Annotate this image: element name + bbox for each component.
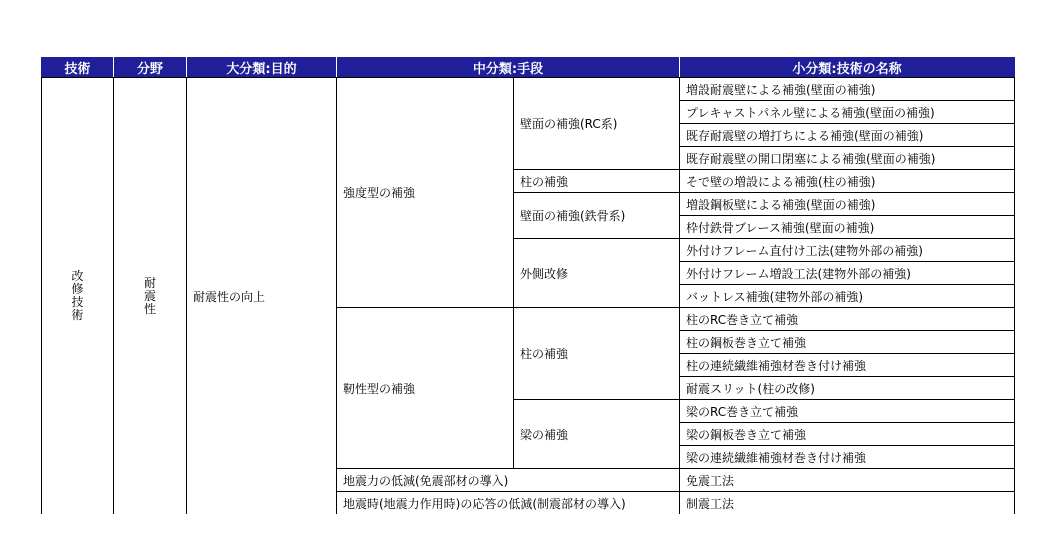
name-cell: 既存耐震壁の増打ちによる補強(壁面の補強) <box>680 124 1015 147</box>
name-cell: 制震工法 <box>680 492 1015 515</box>
name-cell: 枠付鉄骨ブレース補強(壁面の補強) <box>680 216 1015 239</box>
subgroup-column-2: 柱の補強 <box>514 308 680 400</box>
group-ductility: 靭性型の補強 <box>337 308 514 469</box>
group-seismic-reduction: 地震力の低減(免震部材の導入) <box>337 469 680 492</box>
field-text: 耐震性 <box>144 275 157 316</box>
field-cell <box>114 78 187 515</box>
header-major-category: 大分類:目的 <box>187 58 337 78</box>
name-cell: 外付けフレーム増設工法(建物外部の補強) <box>680 262 1015 285</box>
subgroup-wall-steel: 壁面の補強(鉄骨系) <box>514 193 680 239</box>
name-cell: 耐震スリット(柱の改修) <box>680 377 1015 400</box>
subgroup-beam: 梁の補強 <box>514 400 680 469</box>
name-cell: 増設鋼板壁による補強(壁面の補強) <box>680 193 1015 216</box>
name-cell: 梁のRC巻き立て補強 <box>680 400 1015 423</box>
name-cell: 増設耐震壁による補強(壁面の補強) <box>680 78 1015 101</box>
name-cell: 柱のRC巻き立て補強 <box>680 308 1015 331</box>
group-strength: 強度型の補強 <box>337 78 514 308</box>
technique-cell <box>42 78 114 515</box>
subgroup-exterior: 外側改修 <box>514 239 680 308</box>
header-field: 分野 <box>114 58 187 78</box>
name-cell: 柱の連続繊維補強材巻き付け補強 <box>680 354 1015 377</box>
name-cell: 梁の鋼板巻き立て補強 <box>680 423 1015 446</box>
name-cell: 梁の連続繊維補強材巻き付け補強 <box>680 446 1015 469</box>
name-cell: 既存耐震壁の開口閉塞による補強(壁面の補強) <box>680 147 1015 170</box>
subgroup-column: 柱の補強 <box>514 170 680 193</box>
header-technique: 技術 <box>42 58 114 78</box>
name-cell: 外付けフレーム直付け工法(建物外部の補強) <box>680 239 1015 262</box>
purpose-cell: 耐震性の向上 <box>187 78 337 515</box>
table-row <box>42 78 1015 101</box>
name-cell: プレキャストパネル壁による補強(壁面の補強) <box>680 101 1015 124</box>
header-middle-category: 中分類:手段 <box>337 58 680 78</box>
technology-table <box>41 57 1015 514</box>
name-cell: 柱の鋼板巻き立て補強 <box>680 331 1015 354</box>
header-minor-category: 小分類:技術の名称 <box>680 58 1015 78</box>
name-cell: バットレス補強(建物外部の補強) <box>680 285 1015 308</box>
technique-text: 改修技術 <box>71 269 84 322</box>
header-row <box>42 58 1015 78</box>
name-cell: 免震工法 <box>680 469 1015 492</box>
group-response-reduction: 地震時(地震力作用時)の応答の低減(制震部材の導入) <box>337 492 680 515</box>
subgroup-wall-rc: 壁面の補強(RC系) <box>514 78 680 170</box>
name-cell: そで壁の増設による補強(柱の補強) <box>680 170 1015 193</box>
